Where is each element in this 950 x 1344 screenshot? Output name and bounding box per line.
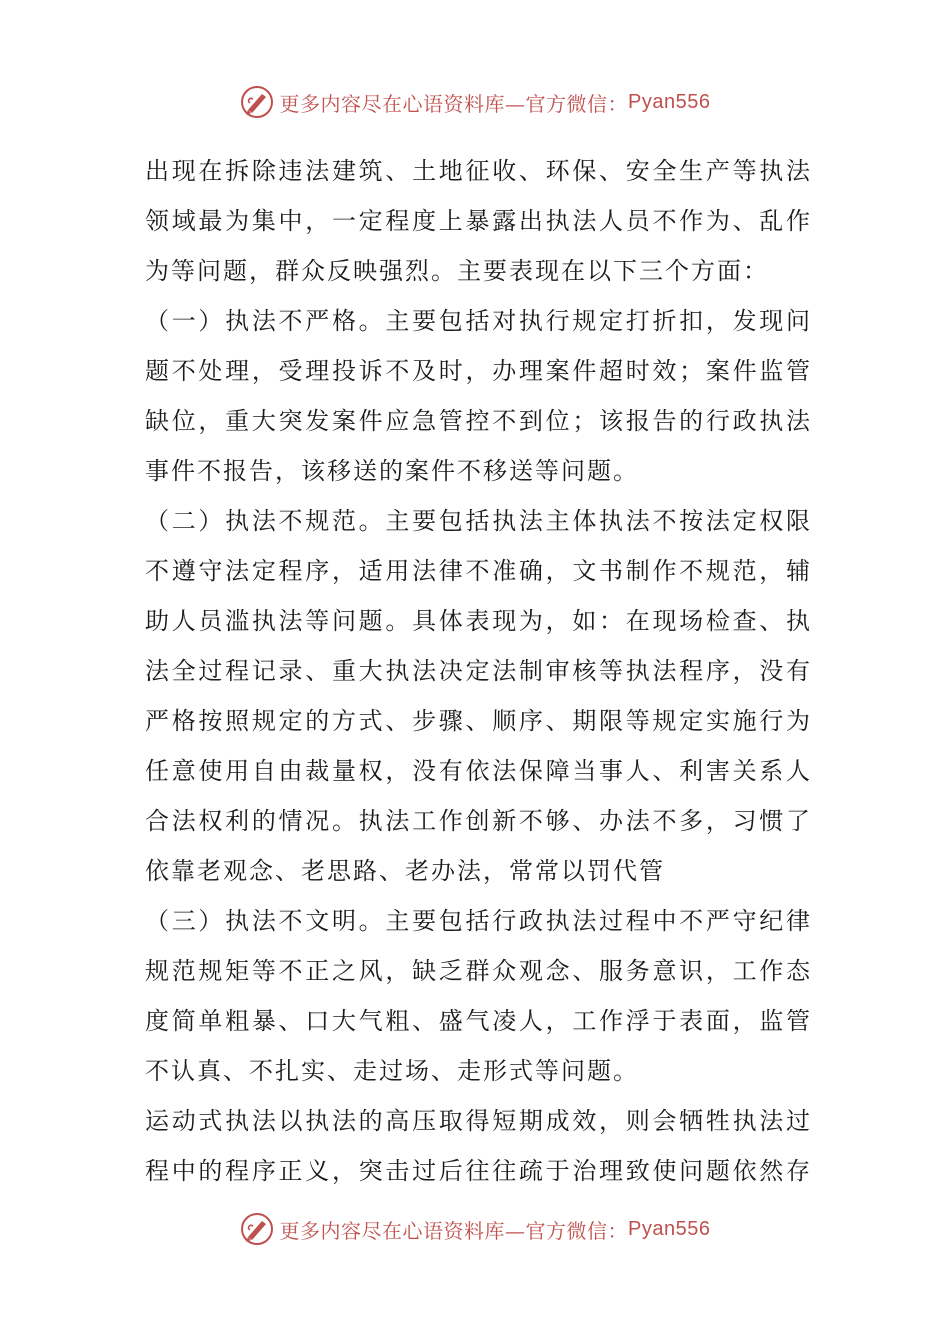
text-line: 法全过程记录、重大执法决定法制审核等执法程序，没有 [145,657,810,685]
text-line: 缺位，重大突发案件应急管控不到位；该报告的行政执法 [145,407,810,435]
text-line: 合法权利的情况。执法工作创新不够、办法不多，习惯了 [145,807,810,835]
text-line: 规范规矩等不正之风，缺乏群众观念、服务意识，工作态 [145,957,810,985]
text-line: 出现在拆除违法建筑、土地征收、环保、安全生产等执法 [145,157,810,185]
banner-text: 更多内容尽在心语资料库—官方微信： [279,91,629,116]
text-line: 度简单粗暴、口大气粗、盛气凌人，工作浮于表面，监管 [145,1007,810,1035]
text-line: （三）执法不文明。主要包括行政执法过程中不严守纪律 [145,907,810,935]
banner-text: 更多内容尽在心语资料库—官方微信： [279,1218,629,1243]
pen-logo-icon [240,1212,274,1246]
text-line: 任意使用自由裁量权，没有依法保障当事人、利害关系人 [145,757,810,785]
document-body [145,148,810,1198]
text-line: 严格按照规定的方式、步骤、顺序、期限等规定实施行为 [145,707,810,735]
text-line: 依靠老观念、老思路、老办法，常常以罚代管 [145,857,665,885]
text-line: 事件不报告，该移送的案件不移送等问题。 [145,457,639,485]
text-line: 领域最为集中，一定程度上暴露出执法人员不作为、乱作 [145,207,810,235]
wechat-id: Pyan556 [628,90,711,113]
footer-watermark-banner [0,1207,950,1251]
text-line: （一）执法不严格。主要包括对执行规定打折扣，发现问 [145,307,810,335]
text-line: 为等问题，群众反映强烈。主要表现在以下三个方面： [145,257,769,285]
text-line: 不认真、不扎实、走过场、走形式等问题。 [145,1057,639,1085]
text-line: 助人员滥执法等问题。具体表现为，如：在现场检查、执 [145,607,810,635]
text-line: （二）执法不规范。主要包括执法主体执法不按法定权限 [145,507,810,535]
header-watermark-banner [0,80,950,124]
text-line: 程中的程序正义，突击过后往往疏于治理致使问题依然存 [145,1157,810,1185]
text-line: 题不处理，受理投诉不及时，办理案件超时效；案件监管 [145,357,810,385]
text-line: 运动式执法以执法的高压取得短期成效，则会牺牲执法过 [145,1107,810,1135]
wechat-id: Pyan556 [628,1217,711,1240]
pen-logo-icon [240,85,274,119]
text-line: 不遵守法定程序，适用法律不准确，文书制作不规范，辅 [145,557,810,585]
